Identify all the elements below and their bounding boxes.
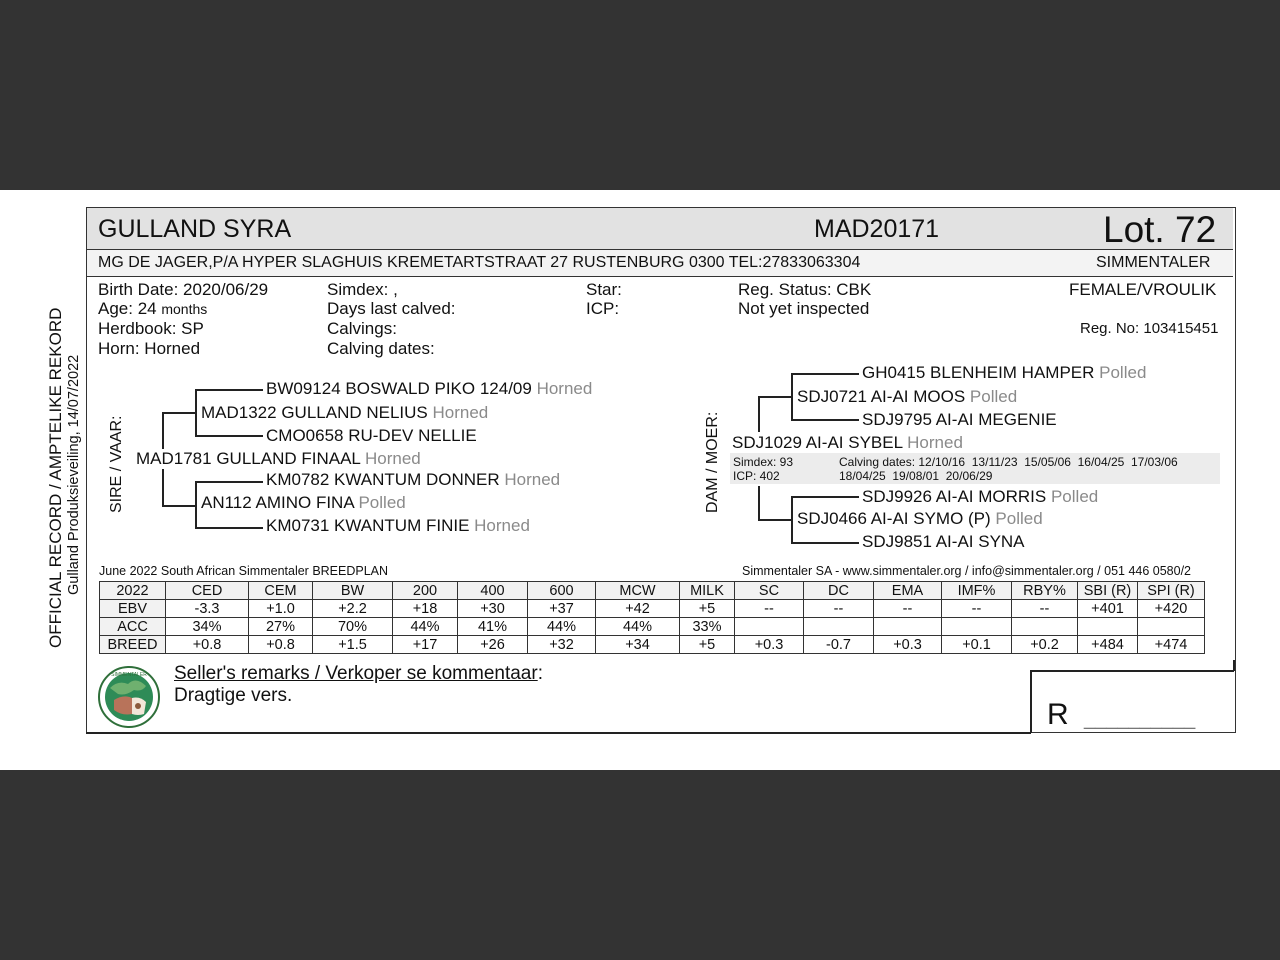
ebv-cell: +30 — [458, 600, 528, 618]
ebv-cell: +42 — [596, 600, 680, 618]
ebv-header-cell: SC — [735, 582, 804, 600]
ebv-cell: 27% — [249, 618, 313, 636]
dam-dam — [797, 509, 1045, 529]
ebv-cell: -- — [735, 600, 804, 618]
dam-sire — [797, 387, 1019, 407]
calving-dates: Calving dates: — [327, 339, 435, 358]
dd-name: SDJ0466 AI-AI SYMO (P) — [797, 509, 991, 528]
dam-bracket-top — [758, 396, 792, 398]
dds-name: SDJ9926 AI-AI MORRIS — [862, 487, 1047, 506]
ebv-cell: +0.3 — [735, 636, 804, 654]
ebv-cell — [1138, 618, 1205, 636]
ebv-cell — [1078, 618, 1138, 636]
ebv-header-cell: 600 — [528, 582, 596, 600]
birth-date: Birth Date: 2020/06/29 — [98, 280, 269, 299]
ebv-header-cell: 2022 — [100, 582, 166, 600]
dam-name: SDJ1029 AI-AI SYBEL — [732, 433, 903, 452]
ebv-header-cell: MCW — [596, 582, 680, 600]
sd-bracket — [195, 481, 197, 527]
lot-number: Lot. 72 — [1103, 209, 1217, 250]
sire-bracket-bottom — [162, 505, 196, 507]
ebv-header-cell: 400 — [458, 582, 528, 600]
sire-name: MAD1781 GULLAND FINAAL — [136, 449, 361, 468]
sd-status: Polled — [358, 493, 406, 512]
ss-bracket — [195, 389, 197, 435]
ebv-cell: +0.1 — [942, 636, 1012, 654]
ebv-header-cell: EMA — [874, 582, 942, 600]
sss-name: BW09124 BOSWALD PIKO 124/09 — [266, 379, 532, 398]
inspection-status: Not yet inspected — [738, 299, 870, 318]
ebv-header-cell: CED — [166, 582, 249, 600]
ebv-cell: +1.5 — [313, 636, 393, 654]
remarks-colon: : — [537, 663, 543, 684]
ss-bracket-bottom — [195, 435, 263, 437]
dam — [732, 433, 963, 453]
ebv-row — [100, 600, 1205, 618]
ebv-row-label: ACC — [100, 618, 166, 636]
calvings: Calvings: — [327, 319, 397, 338]
sss-status: Horned — [536, 379, 593, 398]
sire-dam-dam — [266, 516, 530, 536]
ebv-cell: -- — [874, 600, 942, 618]
ebv-cell: +0.8 — [249, 636, 313, 654]
ebv-header-cell: DC — [804, 582, 874, 600]
age — [98, 299, 207, 319]
ebv-header-cell: CEM — [249, 582, 313, 600]
owner-details: MG DE JAGER,P/A HYPER SLAGHUIS KREMETARTSTRAAT 27 RUSTENBURG 0300 TEL:27833063304 — [98, 254, 861, 271]
sire-dam — [201, 493, 408, 513]
ebv-cell: 44% — [528, 618, 596, 636]
price-label: R — [1047, 698, 1069, 731]
horn-status: Horn: Horned — [98, 339, 201, 358]
animal-id: MAD20171 — [814, 215, 940, 243]
ssd-name: CMO0658 RU-DEV NELLIE — [266, 426, 477, 445]
ebv-cell: +5 — [680, 600, 735, 618]
reg-number: Reg. No: 103415451 — [1080, 320, 1219, 337]
remarks-text: Dragtige vers. — [174, 685, 293, 706]
dam-label: DAM / MOER: — [704, 411, 721, 513]
dd-status: Polled — [995, 509, 1043, 528]
ebv-cell: +5 — [680, 636, 735, 654]
ebv-cell: 34% — [166, 618, 249, 636]
sdd-status: Horned — [474, 516, 530, 535]
ebv-header-cell: MILK — [680, 582, 735, 600]
age-value: Age: 24 — [98, 299, 157, 318]
dss-name: GH0415 BLENHEIM HAMPER — [862, 363, 1095, 382]
dam-bracket-upper — [758, 396, 760, 432]
ebv-cell: +32 — [528, 636, 596, 654]
dd-bracket-bottom — [791, 542, 859, 544]
ebv-cell — [804, 618, 874, 636]
dam-calving-info — [730, 453, 1220, 484]
ebv-cell: -- — [942, 600, 1012, 618]
sds-name: KM0782 KWANTUM DONNER — [266, 470, 500, 489]
ebv-cell: +37 — [528, 600, 596, 618]
ebv-cell: 41% — [458, 618, 528, 636]
ebv-cell — [874, 618, 942, 636]
sds-status: Horned — [504, 470, 561, 489]
ebv-row — [100, 618, 1205, 636]
ebv-cell: -3.3 — [166, 600, 249, 618]
reg-status: Reg. Status: CBK — [738, 280, 872, 299]
dsd-name: SDJ9795 AI-AI MEGENIE — [862, 410, 1057, 429]
ebv-cell: +34 — [596, 636, 680, 654]
ebv-header-cell: IMF% — [942, 582, 1012, 600]
ebv-table — [99, 581, 1205, 654]
ebv-cell: +401 — [1078, 600, 1138, 618]
ss-status: Horned — [432, 403, 489, 422]
ebv-cell — [1012, 618, 1078, 636]
ebv-row-label: EBV — [100, 600, 166, 618]
sex: FEMALE/VROULIK — [1069, 280, 1217, 299]
ebv-cell: +0.2 — [1012, 636, 1078, 654]
dd-bracket — [791, 496, 793, 542]
dam-dam-sire — [862, 487, 1098, 507]
breedplan-contact: Simmentaler SA - www.simmentaler.org / info@simmentaler.org / 051 446 0580/2 — [742, 564, 1192, 578]
catalogue-card — [0, 190, 1280, 770]
ebv-row-label: BREED — [100, 636, 166, 654]
ebv-cell: +18 — [393, 600, 458, 618]
ebv-cell: +2.2 — [313, 600, 393, 618]
breedplan-title: June 2022 South African Simmentaler BREEDPLAN — [99, 564, 389, 578]
ebv-header-cell: SPI (R) — [1138, 582, 1205, 600]
price-box-left — [1030, 670, 1032, 733]
ss-bracket-top — [195, 389, 263, 391]
ds-bracket — [791, 373, 793, 419]
days-last-calved: Days last calved: — [327, 299, 456, 318]
svg-text:SIMMENTALER: SIMMENTALER — [111, 672, 147, 678]
ebv-header-cell: 200 — [393, 582, 458, 600]
ddd-name: SDJ9851 AI-AI SYNA — [862, 532, 1025, 551]
sire-dam-sire — [266, 470, 560, 490]
sire-sire-sire — [266, 379, 592, 399]
price-box-right — [1233, 660, 1235, 671]
ebv-cell: 44% — [393, 618, 458, 636]
ebv-cell: 33% — [680, 618, 735, 636]
price-blank: __________ — [1084, 708, 1196, 730]
dam-dam-dam — [862, 532, 1025, 552]
price-box-top — [1030, 670, 1234, 672]
ebv-cell: +17 — [393, 636, 458, 654]
dam-bracket-lower — [758, 486, 760, 520]
simmentaler-logo-icon — [98, 666, 160, 728]
star: Star: — [586, 280, 622, 299]
remarks-heading — [174, 663, 543, 685]
sire-sire-dam — [266, 426, 477, 446]
card-bottom-border — [86, 732, 1031, 734]
icp: ICP: — [586, 299, 620, 318]
ds-bracket-bottom — [791, 419, 859, 421]
sire — [136, 449, 423, 469]
ds-status: Polled — [969, 387, 1018, 406]
ebv-cell: +474 — [1138, 636, 1205, 654]
ebv-cell: -- — [1012, 600, 1078, 618]
ebv-cell: 44% — [596, 618, 680, 636]
dam-sire-dam — [862, 410, 1057, 430]
official-record-label: OFFICIAL RECORD / AMPTELIKE REKORD — [46, 307, 65, 648]
remarks-title: Seller's remarks / Verkoper se kommentaar — [174, 663, 538, 684]
animal-name: GULLAND SYRA — [98, 215, 292, 243]
dam-calving-dates-1: Calving dates: 12/10/16 13/11/23 15/05/06 16/04/25 17/03/06 — [839, 455, 1178, 469]
breed-name: SIMMENTALER — [1096, 254, 1211, 271]
ebv-cell — [942, 618, 1012, 636]
ebv-cell: +26 — [458, 636, 528, 654]
ss-name: MAD1322 GULLAND NELIUS — [201, 403, 428, 422]
ebv-row — [100, 636, 1205, 654]
ebv-cell: +0.3 — [874, 636, 942, 654]
sire-label: SIRE / VAAR: — [108, 415, 125, 513]
ebv-cell: +420 — [1138, 600, 1205, 618]
sire-sire — [201, 403, 490, 423]
dss-status: Polled — [1099, 363, 1147, 382]
dam-simdex: Simdex: 93 — [733, 455, 794, 469]
dam-icp: ICP: 402 — [733, 469, 780, 483]
ebv-cell: 70% — [313, 618, 393, 636]
sdd-name: KM0731 KWANTUM FINIE — [266, 516, 470, 535]
sire-bracket-top — [162, 412, 196, 414]
dam-status: Horned — [907, 433, 963, 452]
ebv-cell: +0.8 — [166, 636, 249, 654]
dam-sire-sire — [862, 363, 1146, 383]
ebv-header-row — [100, 582, 1205, 600]
dam-calving-dates-2: 18/04/25 19/08/01 20/06/29 — [839, 469, 993, 483]
sd-bracket-bottom — [195, 527, 263, 529]
ebv-cell: +484 — [1078, 636, 1138, 654]
sd-bracket-top — [195, 481, 263, 483]
ebv-header-cell: RBY% — [1012, 582, 1078, 600]
ebv-cell: -- — [804, 600, 874, 618]
dds-status: Polled — [1050, 487, 1099, 506]
ebv-cell — [735, 618, 804, 636]
sire-status: Horned — [364, 449, 421, 468]
ebv-cell: -0.7 — [804, 636, 874, 654]
herdbook: Herdbook: SP — [98, 319, 204, 338]
ebv-cell: +1.0 — [249, 600, 313, 618]
ds-bracket-top — [791, 373, 859, 375]
dam-bracket-bottom — [758, 519, 792, 521]
sale-label: Gulland Produksieveiling, 14/07/2022 — [66, 354, 82, 595]
dd-bracket-top — [791, 496, 859, 498]
sd-name: AN112 AMINO FINA — [201, 493, 354, 512]
simdex: Simdex: , — [327, 280, 398, 299]
ebv-header-cell: BW — [313, 582, 393, 600]
age-unit: months — [161, 301, 208, 317]
ebv-header-cell: SBI (R) — [1078, 582, 1138, 600]
ds-name: SDJ0721 AI-AI MOOS — [797, 387, 966, 406]
